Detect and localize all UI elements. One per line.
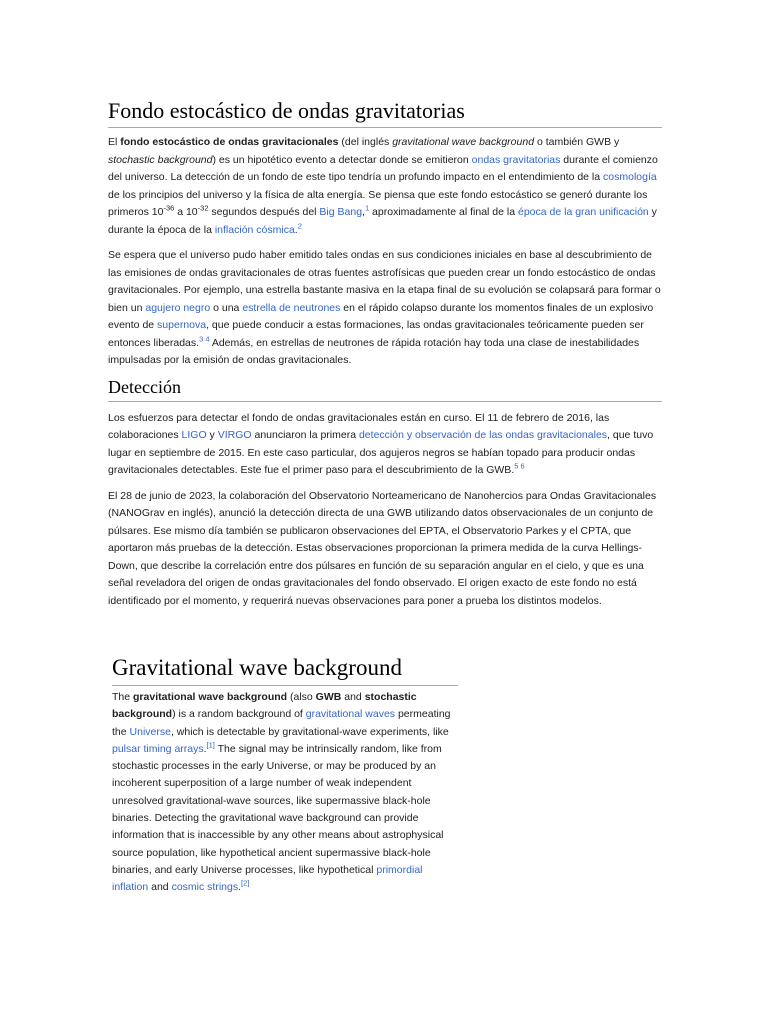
link-cosmologia[interactable]: cosmología: [603, 171, 657, 183]
body-paragraph: El 28 de junio de 2023, la colaboración del Observatorio Norteamericano de Nanohercios para Ondas Gravitacionales (NANOGrav en inglés), anunció la detección directa de una GWB utilizando datos observacionales de un conjunto de púlsares. Ese mismo día también se publicaron observaciones del EPTA, el Observatorio Parkes y el CPTA, que aportaron más pruebas de la detección. Estas observaciones proporcionan la primera medida de la curva Hellings-Down, que describe la correlación entre dos púlsares en función de su separación angular en el cielo, y que es una señal reveladora del origen de ondas gravitacionales del fondo observado. El origen exacto de este fondo no está identificado por el momento, y requerirá nuevas observaciones para poner a prueba los distintos modelos.: [108, 489, 657, 607]
body-paragraph: Los esfuerzos para detectar el fondo de ondas gravitacionales están en curso. El 11 de febrero de 2016, las colaboraciones LIGO y VIRGO anunciaron la primera detección y observación de las ondas gravitacionales, que tuvo lugar en septiembre de 2015. En este caso particular, dos agujeros negros se habían topado para producir ondas gravitacionales detectables. Este fue el primer paso para el descubrimiento de la GWB.$^{5 6}$: [108, 411, 654, 476]
body-paragraph: Se espera que el universo pudo haber emitido tales ondas en sus condiciones iniciales en base al descubrimiento de las emisiones de ondas gravitacionales de otras fuentes astrofísicas que pueden crear un fondo estocástico de ondas gravitacionales. Por ejemplo, una estrella bastante masiva en la etapa final de su evolución se colapsará para formar o bien un agujero negro o una estrella de neutrones en el rápido colapso durante los momentos finales de un explosivo evento de supernova, que puede conducir a estas formaciones, las ondas gravitacionales teóricamente pueden ser entonces liberadas.$^{3 4}$ Además, en estrellas de neutrones de rápida rotación hay toda una clase de inestabilidades impulsadas por la emisión de ondas gravitacionales.: [108, 249, 661, 366]
bold-term: gravitational wave background: [133, 691, 288, 703]
link-cosmic-strings[interactable]: cosmic strings: [171, 881, 239, 894]
reference-link[interactable]: 1: [364, 203, 370, 213]
reference-link[interactable]: [1]: [206, 740, 215, 750]
link-universe[interactable]: Universe: [129, 725, 171, 738]
spanish-article: [108, 96, 662, 610]
link-estrella-de-neutrones[interactable]: estrella de neutrones: [242, 301, 341, 314]
link-virgo[interactable]: VIRGO: [217, 429, 252, 441]
link-big-bang[interactable]: Big Bang: [319, 206, 363, 218]
bold-term: stochastic background: [112, 691, 417, 721]
bold-term: GWB: [315, 691, 342, 703]
reference-link[interactable]: [2]: [241, 878, 250, 888]
intro-paragraph: El fondo estocástico de ondas gravitacionales (del inglés gravitational wave background o también GWB y stochastic background) es un hipotético evento a detectar donde se emitieron ondas gravitatorias durante el comienzo del universo. La detección de un fondo de este tipo tendría un profundo impacto en el entendimiento de la cosmología de los principios del universo y la física de alta energía. Se piensa que este fondo estocástico se generó durante los primeros $10^{-36}$ a $10^{-32}$ segundos después del Big Bang,$^1$ aproximadamente al final de la época de la gran unificación y durante la época de la inflación cósmica.$^2$: [108, 136, 658, 236]
link-inflacion-cosmica[interactable]: inflación cósmica: [214, 223, 295, 236]
link-supernova[interactable]: supernova: [157, 319, 207, 331]
english-article: [112, 652, 458, 897]
link-epoca-gran-unificacion[interactable]: época de la gran unificación: [517, 206, 649, 218]
link-deteccion-ondas[interactable]: detección y observación de las ondas gravitacionales: [358, 429, 608, 441]
reference-link[interactable]: 5 6: [514, 461, 525, 471]
bold-term: fondo estocástico de ondas gravitacionales: [120, 136, 339, 148]
link-pulsar-timing-arrays[interactable]: pulsar timing arrays: [112, 742, 204, 755]
link-primordial-inflation[interactable]: primordial inflation: [112, 863, 423, 894]
link-agujero-negro[interactable]: agujero negro: [145, 301, 211, 314]
section-heading-deteccion: Detección: [108, 374, 662, 402]
link-ondas-gravitatorias[interactable]: ondas gravitatorias: [471, 153, 561, 166]
intro-paragraph: The gravitational wave background (also GWB and stochastic background) is a random background of gravitational waves permeating the Universe, which is detectable by gravitational-wave experiments, like pulsar timing arrays.[1] The signal may be intrinsically random, like from stochastic processes in the early Universe, or may be produced by an incoherent superposition of a large number of weak independent unresolved gravitational-wave sources, like supermassive black-hole binaries. Detecting the gravitational wave background can provide information that is inaccessible by any other means about astrophysical source population, like hypothetical ancient supermassive black-hole binaries, and early Universe processes, like hypothetical primordial inflation and cosmic strings.[2]: [112, 691, 451, 894]
reference-link[interactable]: 3 4: [199, 334, 210, 343]
page-title: Fondo estocástico de ondas gravitatorias: [108, 96, 662, 128]
reference-link[interactable]: 2: [297, 221, 302, 230]
section-title-gwb: Gravitational wave background: [112, 652, 458, 686]
link-ligo[interactable]: LIGO: [181, 429, 207, 441]
link-gravitational-waves[interactable]: gravitational waves: [305, 708, 396, 721]
